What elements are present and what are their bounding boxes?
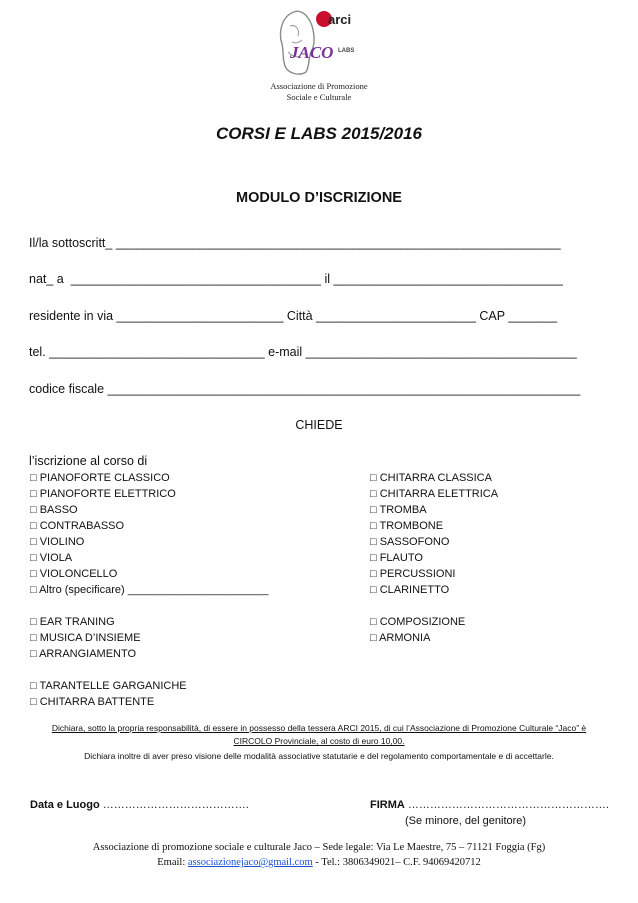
declaration-line-1: Dichiara, sotto la propria responsabilità, di essere in possesso della tessera ARCI 2015, di cui l’Associazione di Promozione Culturale “Jaco” è (51, 723, 587, 733)
course-violino[interactable]: □ VIOLINO (30, 536, 85, 548)
course-ear-training[interactable]: □ EAR TRANING (30, 616, 115, 628)
course-percussioni[interactable]: □ PERCUSSIONI (370, 568, 456, 580)
course-musica-insieme[interactable]: □ MUSICA D’INSIEME (30, 632, 141, 644)
page-title: CORSI E LABS 2015/2016 (216, 124, 422, 143)
footer-address: Associazione di promozione sociale e culturale Jaco – Sede legale: Via Le Maestre, 75 – 71121 Foggia (Fg) (92, 842, 546, 853)
data-luogo-dots: …………………………………. (99, 799, 249, 811)
course-composizione[interactable]: □ COMPOSIZIONE (370, 616, 466, 628)
field-tel[interactable]: tel. _______________________________ e-mail _______________________________________ (29, 345, 577, 359)
form-title: MODULO D’ISCRIZIONE (236, 190, 402, 206)
logo-badge: LABS (338, 48, 355, 54)
data-luogo-field[interactable] (30, 799, 249, 811)
course-viola[interactable]: □ VIOLA (30, 552, 73, 564)
footer-phone-cf: - Tel.: 3806349021– C.F. 94069420712 (312, 857, 481, 868)
logo-text: JACO (290, 43, 334, 62)
field-sottoscritto[interactable]: Il/la sottoscritt_ ________________________________________________________________ (29, 236, 561, 250)
footer-email-label: Email: (157, 857, 188, 868)
course-arrangiamento[interactable]: □ ARRANGIAMENTO (30, 648, 137, 660)
course-flauto[interactable]: □ FLAUTO (370, 552, 423, 564)
course-altro[interactable]: □ Altro (specificare) _______________________ (30, 584, 269, 596)
field-residente[interactable]: residente in via ________________________ Città _______________________ CAP _______ (29, 309, 558, 323)
assoc-line-1: Associazione di Promozione (270, 81, 368, 91)
course-chitarra-classica[interactable]: □ CHITARRA CLASSICA (370, 472, 492, 484)
course-trombone[interactable]: □ TROMBONE (370, 520, 444, 532)
field-codice-fiscale[interactable]: codice fiscale ____________________________________________________________________ (29, 382, 581, 396)
course-armonia[interactable]: □ ARMONIA (370, 632, 431, 644)
course-tarantelle-garganiche[interactable]: □ TARANTELLE GARGANICHE (30, 680, 187, 692)
data-luogo-label: Data e Luogo (30, 799, 100, 811)
declaration-line-3: Dichiara inoltre di aver preso visione delle modalità associative statutarie e del regolamento comportamentale e di accettarle. (84, 751, 554, 761)
field-nato[interactable]: nat_ a ____________________________________ il _________________________________ (29, 272, 563, 286)
course-clarinetto[interactable]: □ CLARINETTO (370, 584, 450, 596)
footer-email-link[interactable]: associazionejaco@gmail.com (187, 857, 313, 868)
course-chitarra-battente[interactable]: □ CHITARRA BATTENTE (30, 696, 155, 708)
iscrizione-label: l’iscrizione al corso di (29, 454, 148, 468)
firma-label: FIRMA (370, 799, 405, 811)
course-chitarra-elettrica[interactable]: □ CHITARRA ELETTRICA (370, 488, 499, 500)
assoc-line-2: Sociale e Culturale (286, 92, 352, 102)
firma-field[interactable] (370, 799, 609, 811)
course-sassofono[interactable]: □ SASSOFONO (370, 536, 450, 548)
chiede-heading: CHIEDE (295, 418, 343, 432)
footer-contacts (0, 857, 638, 868)
firma-note: (Se minore, del genitore) (405, 815, 527, 827)
jaco-logo (270, 6, 362, 80)
course-violoncello[interactable]: □ VIOLONCELLO (30, 568, 118, 580)
course-contrabasso[interactable]: □ CONTRABASSO (30, 520, 125, 532)
logo-brand: arci (328, 12, 352, 27)
course-pianoforte-classico[interactable]: □ PIANOFORTE CLASSICO (30, 472, 170, 484)
firma-dots: ………………………………………………. (404, 799, 609, 811)
course-basso[interactable]: □ BASSO (30, 504, 78, 516)
course-tromba[interactable]: □ TROMBA (370, 504, 427, 516)
course-pianoforte-elettrico[interactable]: □ PIANOFORTE ELETTRICO (30, 488, 176, 500)
declaration-line-2: CIRCOLO Provinciale, al costo di euro 10,00. (233, 736, 405, 746)
